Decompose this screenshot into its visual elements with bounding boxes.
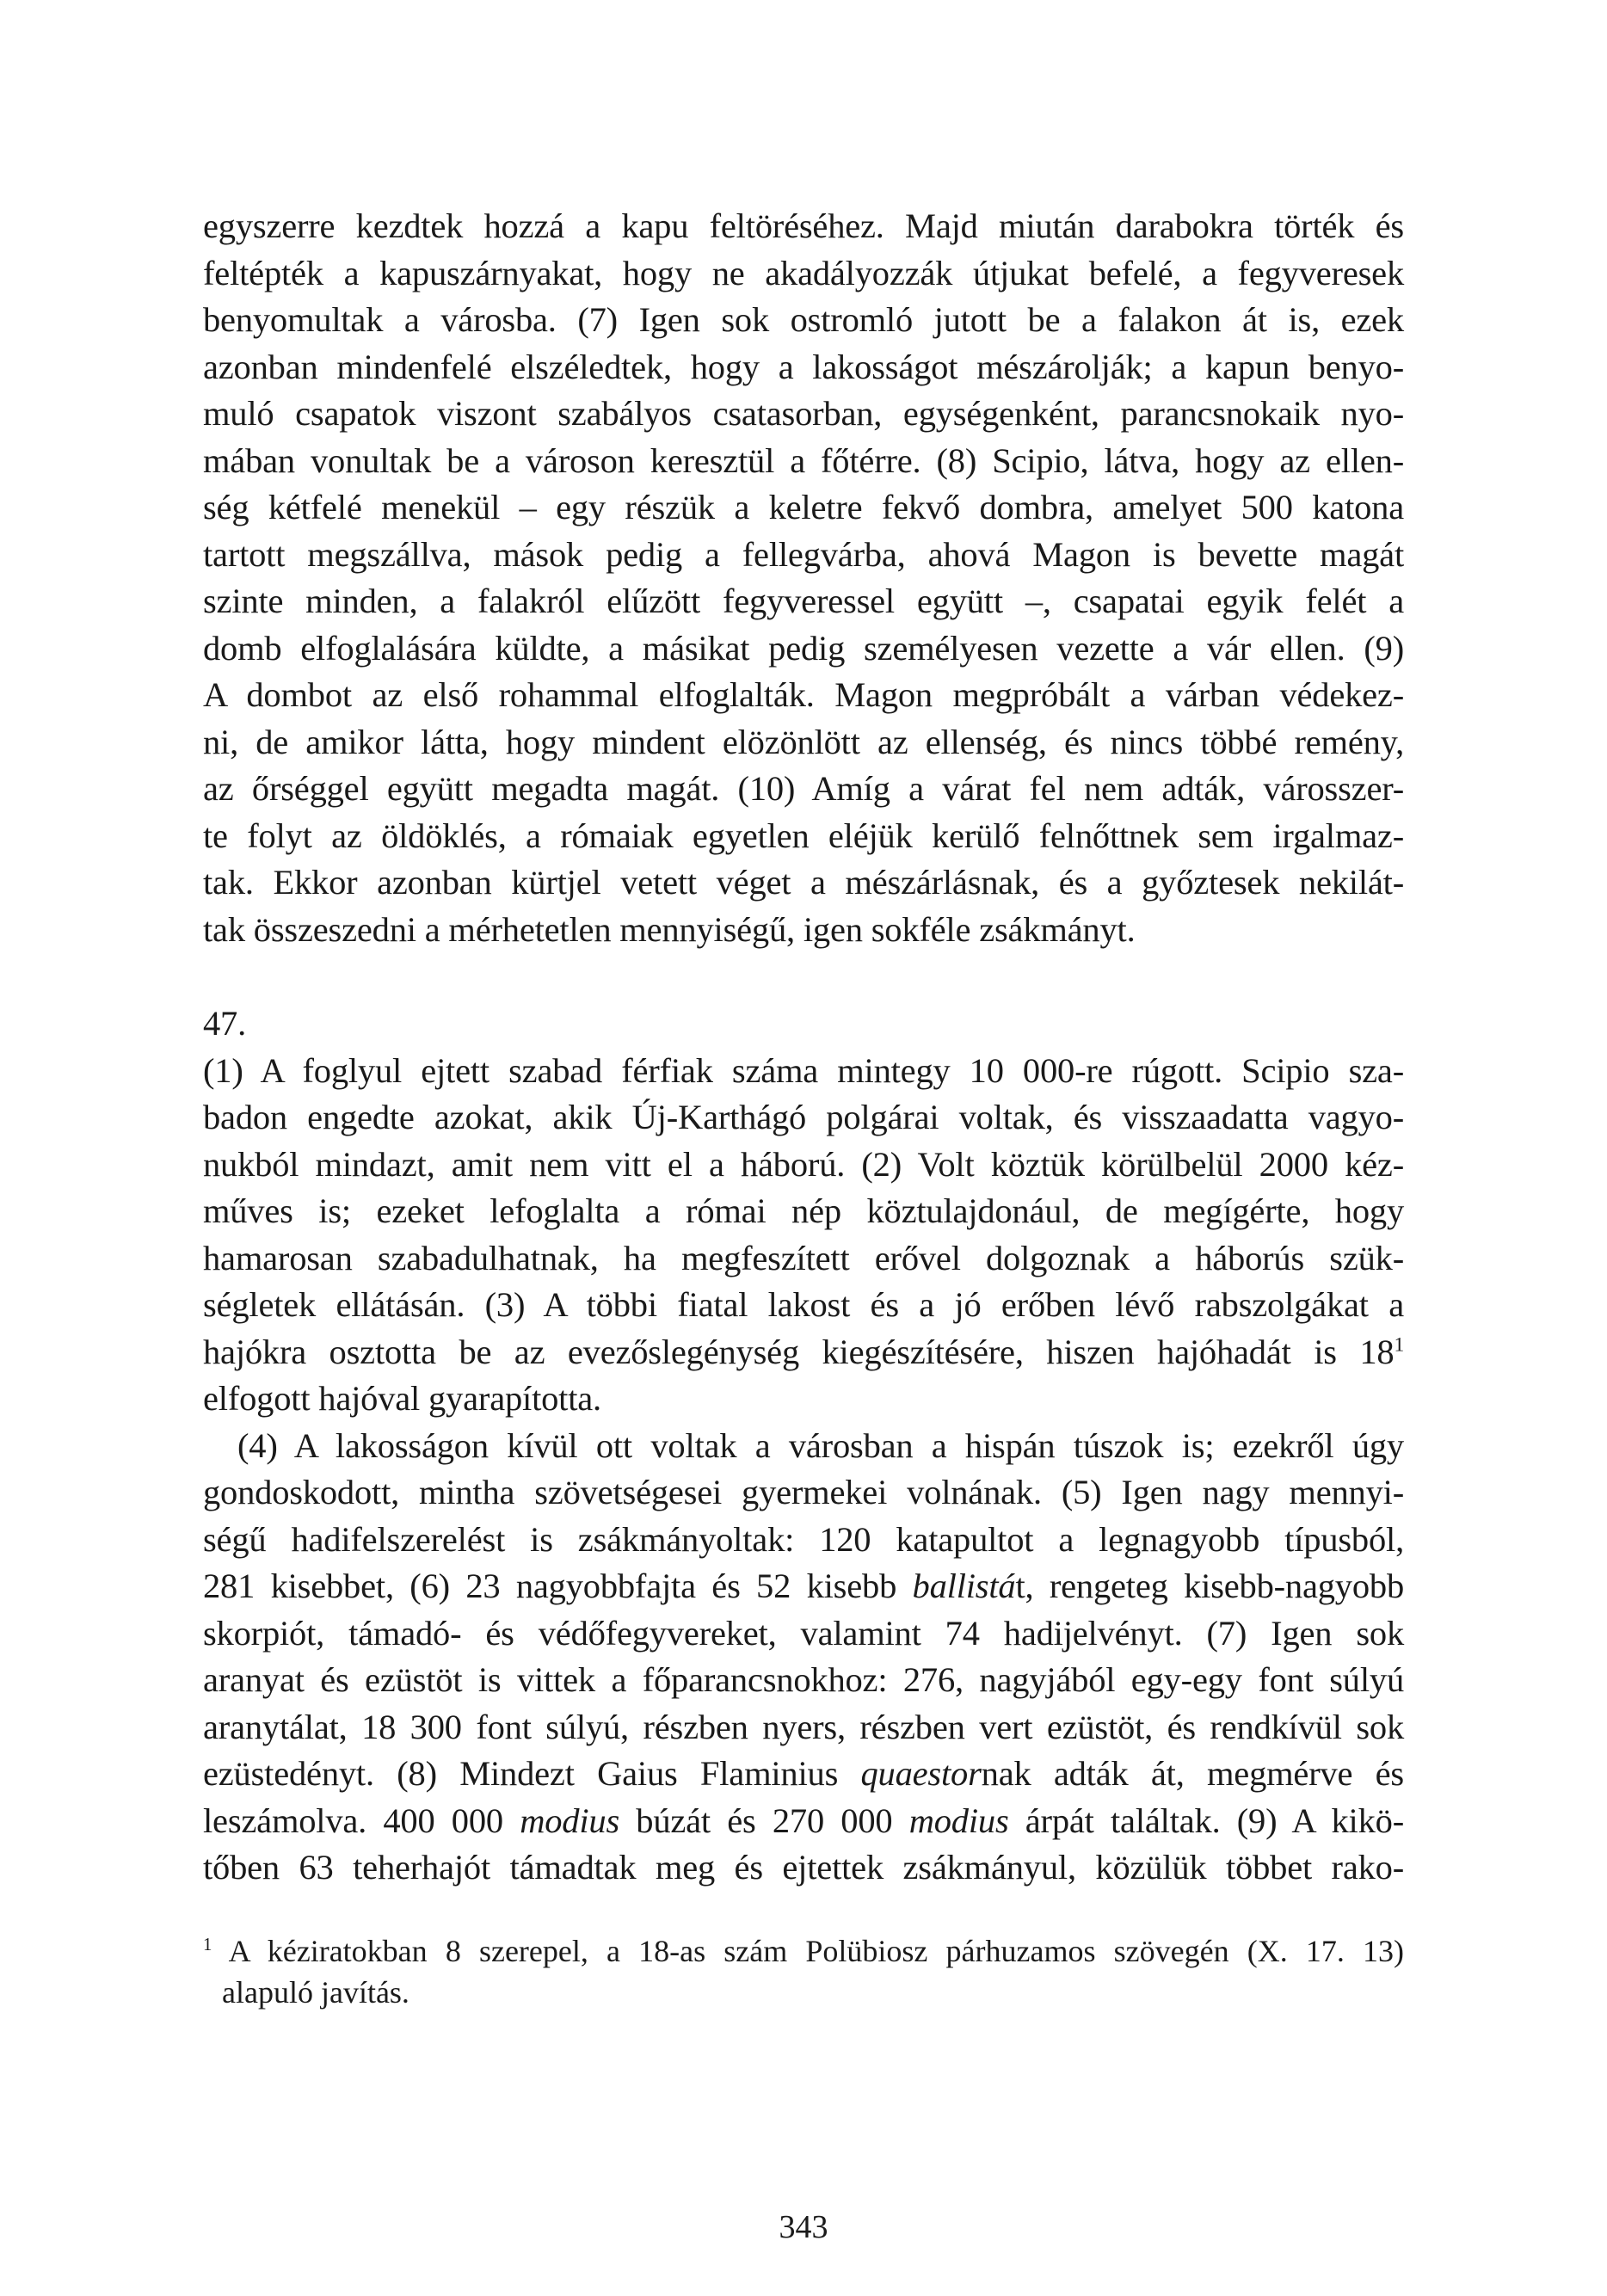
text-line: tak. Ekkor azonban kürtjel vetett véget a mészárlásnak, és a győztesek nekilát- xyxy=(203,863,1404,902)
text-line: elfogott hajóval gyarapította. xyxy=(203,1379,601,1418)
footnote-line xyxy=(203,1930,1404,1972)
italic-term: modius xyxy=(908,1800,1009,1840)
text-line: ségletek ellátásán. (3) A többi fiatal lakost és a jó erőben lévő rabszolgákat a xyxy=(203,1285,1404,1324)
text-run: 281 kisebbet, (6) 23 nagyobbfajta és 52 kisebb xyxy=(203,1567,913,1605)
text-line xyxy=(203,1798,1404,1845)
text-line: aranytálat, 18 300 font súlyú, részben nyers, részben vert ezüstöt, és rendkívül sok xyxy=(203,1707,1404,1746)
text-line: tartott megszállva, mások pedig a fellegvárba, ahová Magon is bevette magát xyxy=(203,534,1404,574)
page-body xyxy=(203,203,1404,1892)
text-line: nukból mindazt, amit nem vitt el a háború. (2) Volt köztük körülbelül 2000 kéz- xyxy=(203,1144,1404,1184)
paragraph-2 xyxy=(203,1423,1404,1892)
text-line: te folyt az öldöklés, a rómaiak egyetlen eléjük kerülő felnőttnek sem irgalmaz- xyxy=(203,816,1404,855)
footnote-reference: 1 xyxy=(1394,1333,1404,1356)
text-line: A dombot az első rohammal elfoglalták. Magon megpróbált a várban védekez- xyxy=(203,675,1404,714)
text-run: árpát találtak. (9) A kikö- xyxy=(1008,1800,1404,1840)
text-line-content: hajókra osztotta be az evezőslegénység kiegészítésére, hiszen hajóhadát is 18 xyxy=(203,1332,1395,1371)
text-line: hamarosan szabadulhatnak, ha megfeszített erővel dolgoznak a háborús szük- xyxy=(203,1238,1404,1277)
footnote-text: A kéziratokban 8 szerepel, a 18-as szám Polübiosz párhuzamos szövegén (X. 17. 13) xyxy=(212,1934,1404,1968)
text-line: tak összeszedni a mérhetetlen mennyiségű, igen sokféle zsákmányt. xyxy=(203,909,1136,949)
text-line: ségű hadifelszerelést is zsákmányoltak: 120 katapultot a legnagyobb típusból, xyxy=(203,1519,1404,1559)
footnote-marker: 1 xyxy=(203,1934,212,1954)
text-line xyxy=(203,1329,1404,1376)
text-line: (1) A foglyul ejtett szabad férfiak száma mintegy 10 000-re rúgott. Scipio sza- xyxy=(203,1050,1404,1090)
text-run: leszámolva. 400 000 xyxy=(203,1800,520,1840)
text-line: skorpiót, támadó- és védőfegyvereket, valamint 74 hadijelvényt. (7) Igen sok xyxy=(203,1613,1404,1653)
text-line xyxy=(203,1751,1404,1798)
italic-term: modius xyxy=(520,1800,620,1840)
text-line: azonban mindenfelé elszéledtek, hogy a lakosságot mészárolják; a kapun benyo- xyxy=(203,347,1404,386)
text-line: műves is; ezeket lefoglalta a római nép köztulajdonául, de megígérte, hogy xyxy=(203,1191,1404,1230)
text-line: mában vonultak be a városon keresztül a főtérre. (8) Scipio, látva, hogy az ellen- xyxy=(203,440,1404,480)
text-run: t, rengeteg kisebb-nagyobb xyxy=(1015,1567,1405,1605)
text-line: muló csapatok viszont szabályos csatasorban, egységenként, parancsnokaik nyo- xyxy=(203,394,1404,433)
text-line: egyszerre kezdtek hozzá a kapu feltöréséhez. Majd miután darabokra törték és xyxy=(203,206,1404,245)
text-line: tőben 63 teherhajót támadtak meg és ejtettek zsákmányul, közülük többet rako- xyxy=(203,1848,1404,1887)
paragraph-1 xyxy=(203,1048,1404,1423)
italic-term: ballistá xyxy=(912,1567,1016,1605)
chapter-number: 47. xyxy=(203,1004,247,1043)
text-line: ni, de amikor látta, hogy mindent elözönlött az ellenség, és nincs többé remény, xyxy=(203,722,1404,761)
text-run: ezüstedényt. (8) Mindezt Gaius Flaminius xyxy=(203,1754,861,1793)
text-line: szinte minden, a falakról elűzött fegyveressel együtt –, csapatai egyik felét a xyxy=(203,582,1404,620)
text-line: feltépték a kapuszárnyakat, hogy ne akadályozzák útjukat befelé, a fegyveresek xyxy=(203,253,1404,292)
text-line: domb elfoglalására küldte, a másikat pedig személyesen vezette a vár ellen. (9) xyxy=(203,628,1404,668)
italic-term: quaestor xyxy=(860,1754,982,1793)
text-line: aranyat és ezüstöt is vittek a főparancsnokhoz: 276, nagyjából egy-egy font súlyú xyxy=(203,1660,1404,1699)
footnote-line: alapuló javítás. xyxy=(222,1975,409,2010)
text-line: benyomultak a városba. (7) Igen sok ostromló jutott be a falakon át is, ezek xyxy=(203,300,1404,339)
text-line: ség kétfelé menekül – egy részük a keletre fekvő dombra, amelyet 500 katona xyxy=(203,488,1404,526)
footnote xyxy=(203,1930,1404,2013)
paragraph-intro xyxy=(203,203,1404,953)
text-line: az őrséggel együtt megadta magát. (10) Amíg a várat fel nem adták, városszer- xyxy=(203,769,1404,808)
text-line: gondoskodott, mintha szövetségesei gyermekei volnának. (5) Igen nagy mennyi- xyxy=(203,1473,1404,1511)
text-line xyxy=(203,1563,1404,1610)
text-run: búzát és 270 000 xyxy=(619,1800,909,1840)
text-line: badon engedte azokat, akik Új-Karthágó polgárai voltak, és visszaadatta vagyo- xyxy=(203,1098,1404,1136)
text-run: nak adták át, megmérve és xyxy=(981,1754,1404,1793)
page-number: 343 xyxy=(779,2209,828,2245)
text-line: (4) A lakosságon kívül ott voltak a városban a hispán túszok is; ezekről úgy xyxy=(237,1425,1404,1465)
section-gap xyxy=(203,953,1404,1000)
